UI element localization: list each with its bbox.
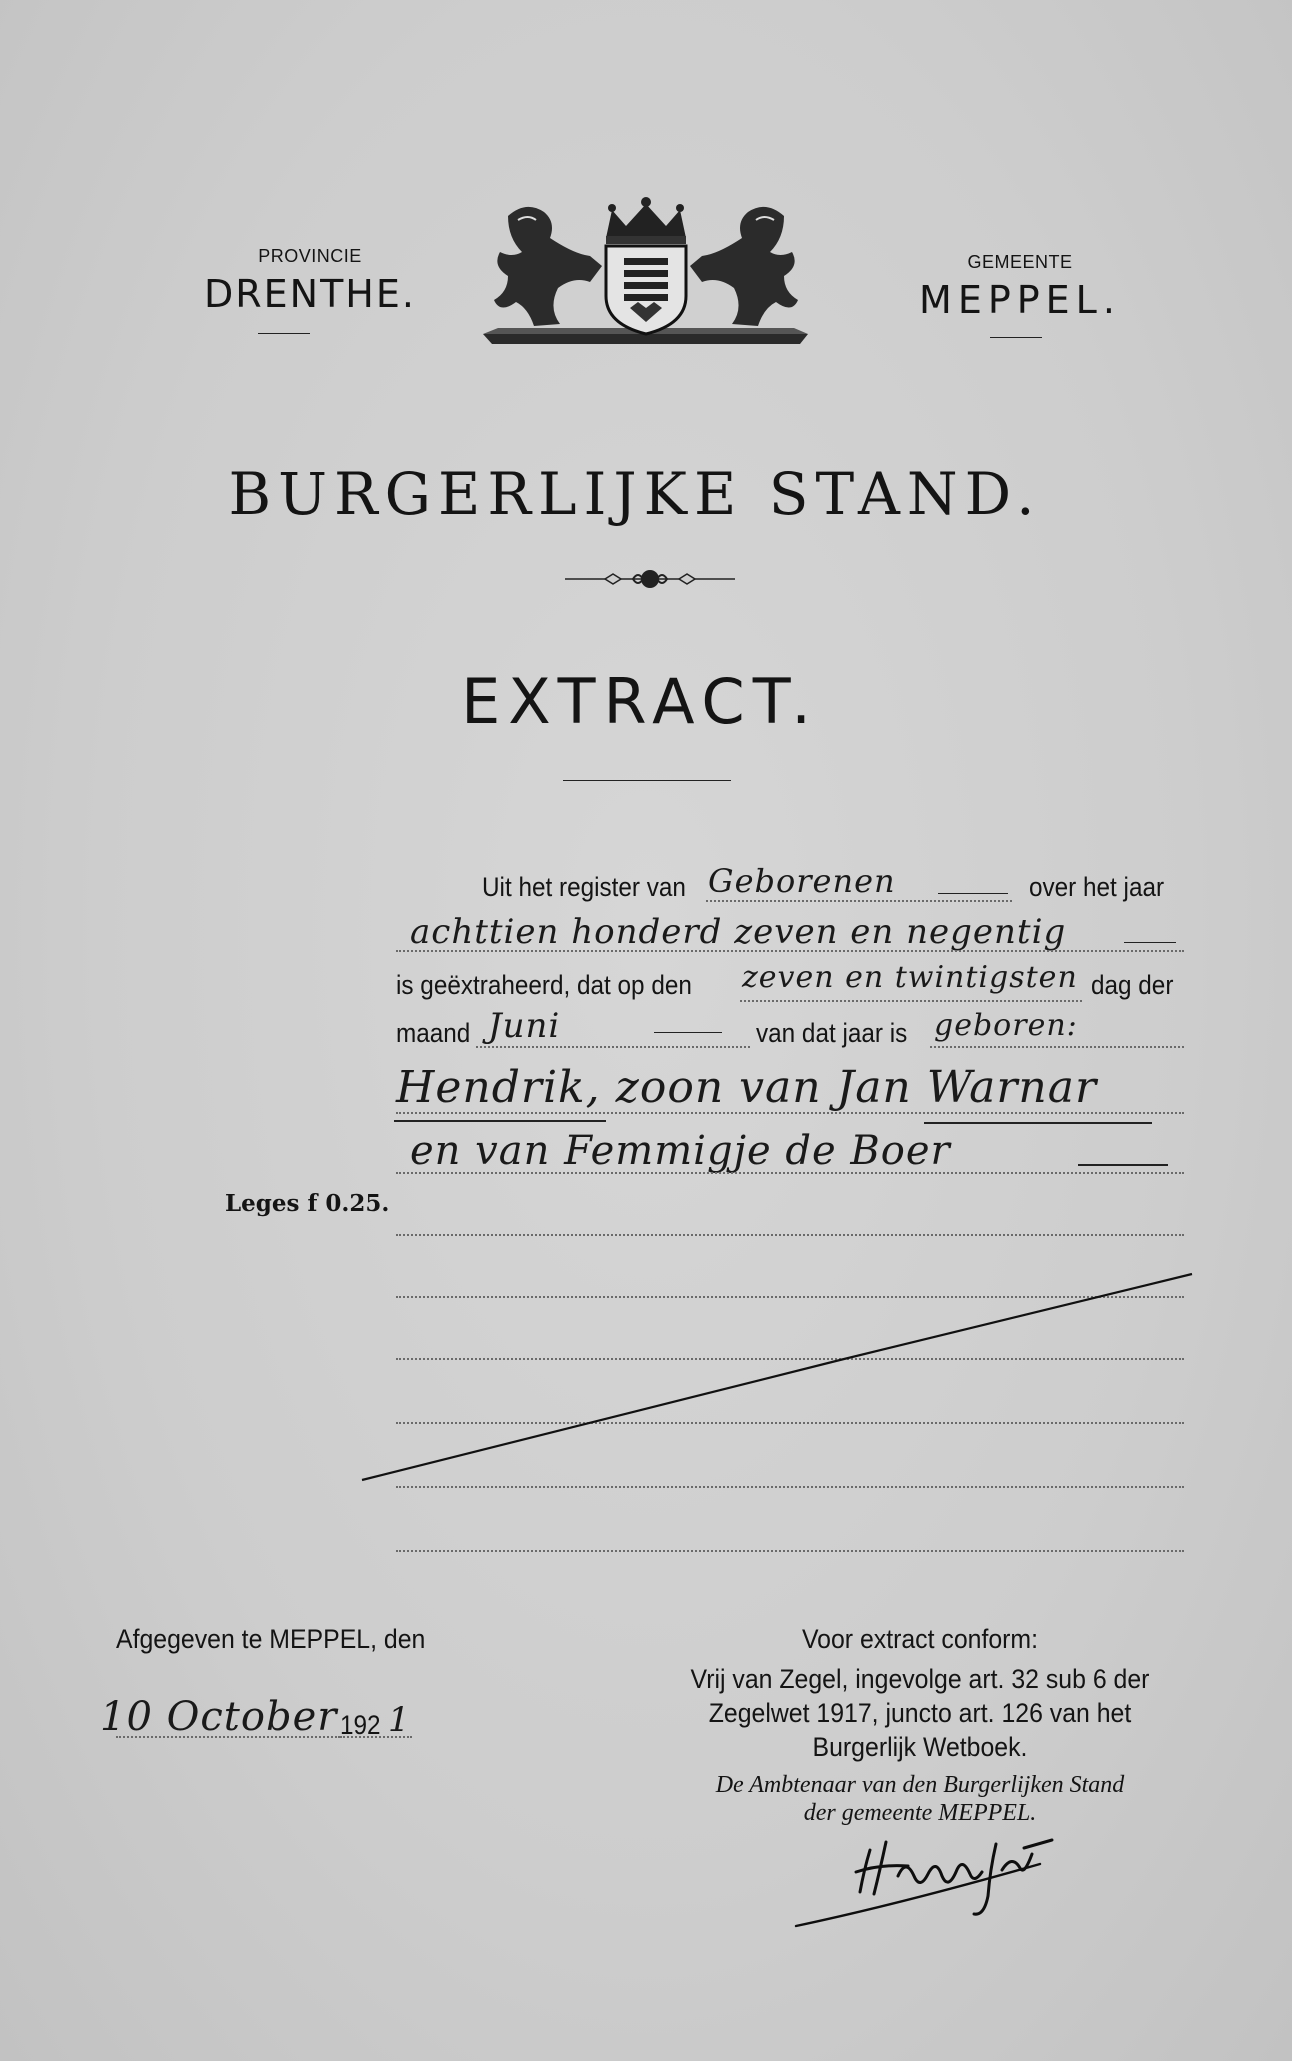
province-underline <box>258 333 310 334</box>
signature-icon <box>790 1830 1080 1930</box>
event-line <box>930 1046 1184 1048</box>
register-type-handwritten: Geborenen <box>708 862 896 900</box>
month-prefix: maand <box>396 1018 471 1048</box>
cancel-strike-line <box>360 1268 1196 1484</box>
child-underline-left <box>394 1120 606 1122</box>
issued-year-line <box>340 1736 412 1738</box>
municipality-label: GEMEENTE <box>967 252 1073 272</box>
extraction-suffix: dag der <box>1091 970 1174 1000</box>
register-type-line <box>706 900 1012 902</box>
mother-line <box>396 1172 1184 1174</box>
year-dash <box>1124 942 1176 943</box>
issued-year-handwritten: 1 <box>388 1700 411 1740</box>
year-line <box>396 950 1184 952</box>
day-handwritten: zeven en twintigsten <box>742 960 1078 995</box>
month-dash <box>654 1032 722 1033</box>
extraction-prefix: is geëxtraheerd, dat op den <box>396 970 692 1000</box>
municipality-underline <box>990 337 1042 338</box>
day-line <box>740 1000 1082 1002</box>
document-title: BURGERLIJKE STAND. <box>228 460 1042 528</box>
child-line <box>396 1112 1184 1114</box>
fee-note: Leges f 0.25. <box>225 1190 390 1217</box>
mother-handwritten: en van Femmigje de Boer <box>410 1128 951 1174</box>
municipality-name: MEPPEL. <box>919 278 1121 322</box>
province-label: PROVINCIE <box>258 246 362 266</box>
issued-date-line <box>116 1736 340 1738</box>
month-line <box>476 1046 750 1048</box>
month-handwritten: Juni <box>488 1006 561 1046</box>
event-handwritten: geboren: <box>934 1008 1078 1043</box>
blank-line <box>396 1234 1184 1236</box>
child-father-handwritten: Hendrik, zoon van Jan Warnar <box>396 1062 1098 1113</box>
year-handwritten: achttien honderd zeven en negentig <box>410 912 1067 952</box>
register-prefix: Uit het register van <box>482 872 686 902</box>
blank-line <box>396 1550 1184 1552</box>
ornament-divider-icon <box>565 568 735 590</box>
issued-year-prefix: 192 <box>340 1710 381 1740</box>
register-suffix: over het jaar <box>1029 872 1165 902</box>
mother-dash <box>1078 1164 1168 1166</box>
province-name: DRENTHE. <box>204 272 416 316</box>
event-prefix: van dat jaar is <box>756 1018 908 1048</box>
child-underline-right <box>924 1122 1152 1124</box>
register-type-dash <box>938 893 1008 894</box>
blank-line <box>396 1486 1184 1488</box>
certification-line-2: Vrij van Zegel, ingevolge art. 32 sub 6 der <box>690 1664 1150 1694</box>
certification-line-4: Burgerlijk Wetboek. <box>812 1732 1028 1762</box>
coat-of-arms-icon <box>478 196 814 348</box>
certification-heading: Voor extract conform: <box>801 1624 1039 1654</box>
official-title-1: De Ambtenaar van den Burgerlijken Stand <box>715 1772 1125 1798</box>
certification-line-3: Zegelwet 1917, juncto art. 126 van het <box>708 1698 1132 1728</box>
issued-label: Afgegeven te MEPPEL, den <box>116 1624 426 1654</box>
official-title-2: der gemeente MEPPEL. <box>803 1800 1037 1826</box>
subtitle-underline <box>563 780 731 781</box>
document-subtitle: EXTRACT. <box>461 665 819 738</box>
issued-date-handwritten: 10 October <box>100 1694 338 1740</box>
